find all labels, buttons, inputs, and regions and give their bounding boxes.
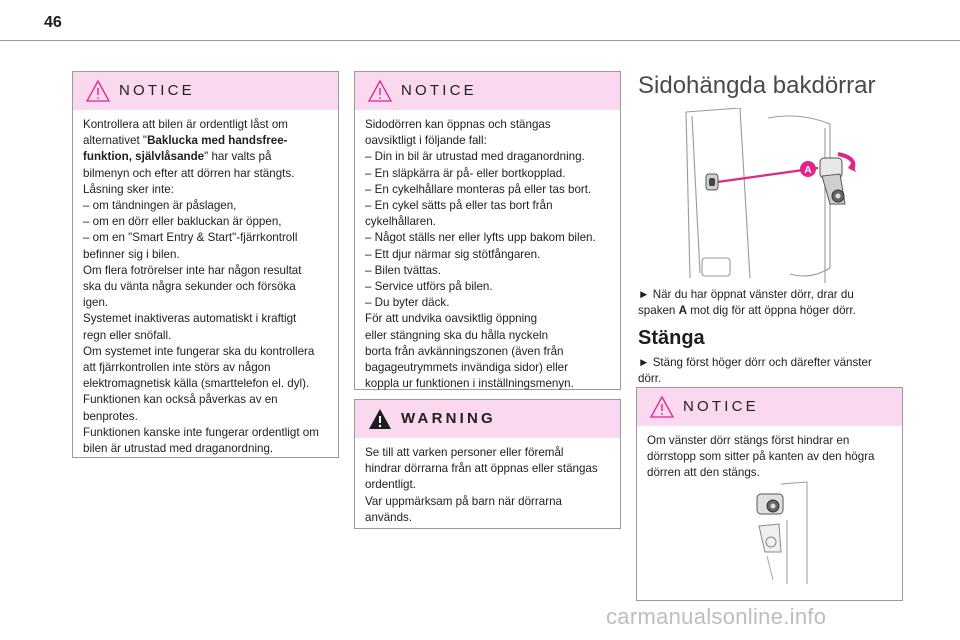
text-line: ska du vänta några sekunder och försöka: [83, 280, 296, 294]
label-a: A: [804, 165, 812, 176]
text-line: bilen är utrustad med draganordning.: [83, 442, 274, 456]
text-line: – om en dörr eller bakluckan är öppen,: [83, 215, 282, 229]
door-stop-illustration: [747, 480, 817, 588]
caution-triangle-icon: [367, 79, 393, 103]
warning-body: [355, 438, 620, 526]
text-line: borta från avkänningszonen (även från: [365, 344, 564, 358]
text-line: funktion, självlåsande" har valts på: [83, 150, 272, 164]
text-line: – Din in bil är utrustad med draganordning.: [365, 150, 585, 164]
text-line: ► När du har öppnat vänster dörr, drar du: [638, 288, 854, 301]
text-line: bagageutrymmets invändiga sidor) eller: [365, 361, 568, 375]
text-line: Sidodörren kan öppnas och stängas: [365, 118, 551, 131]
text-line: Om vänster dörr stängs först hindrar en: [647, 434, 850, 447]
text-line: dörr.: [638, 372, 662, 385]
instruction-close-doors: [638, 355, 872, 387]
text-line: – En cykelhållare monteras på eller tas bort.: [365, 182, 592, 196]
text-line: För att undvika oavsiktlig öppning: [365, 312, 538, 326]
text-line: – Bilen tvättas.: [365, 263, 442, 277]
notice-header: [73, 72, 338, 110]
caution-triangle-icon: [649, 395, 675, 419]
page-number: 46: [44, 14, 62, 31]
text-line: Om systemet inte fungerar ska du kontrollera: [83, 344, 315, 358]
caution-triangle-icon: [85, 79, 111, 103]
text-line: – Service utförs på bilen.: [365, 280, 493, 294]
door-handle-left-icon: [706, 174, 718, 190]
notice-box-handsfree: [72, 71, 339, 458]
warning-title: WARNING: [401, 410, 496, 427]
notice-header: [355, 72, 620, 110]
notice-title: NOTICE: [683, 398, 759, 415]
text-line: att fjärrkontrollen inte störs av någon: [83, 361, 271, 375]
text-line: igen.: [83, 296, 109, 310]
text-line: – om en "Smart Entry & Start"-fjärrkontroll: [83, 231, 298, 245]
text-line: alternativet "Baklucka med handsfree-: [83, 134, 288, 148]
text-line: – om tändningen är påslagen,: [83, 199, 237, 213]
warning-box: [354, 399, 621, 529]
text-line: – Du byter däck.: [365, 296, 450, 310]
text-line: Se till att varken personer eller föremål: [365, 446, 564, 459]
text-line: elektromagnetisk källa (smarttelefon el. dyl).: [83, 377, 310, 391]
notice-box-door-stop: [636, 387, 903, 601]
notice-header: [637, 388, 902, 426]
text-line: – Något ställs ner eller lyfts upp bakom bilen.: [365, 231, 596, 245]
text-line: Funktionen kan också påverkas av en: [83, 393, 278, 407]
text-line: benprotes.: [83, 409, 138, 423]
text-line: befinner sig i bilen.: [83, 247, 180, 261]
notice-body: [355, 110, 620, 392]
text-line: Om flera fotrörelser inte har någon resultat: [83, 263, 302, 277]
text-line: cykelhållaren.: [365, 215, 436, 229]
notice-title: NOTICE: [119, 82, 195, 99]
text-line: Var uppmärksam på barn när dörrarna: [365, 494, 562, 508]
rear-door-illustration: [680, 108, 870, 283]
text-line: oavsiktligt i följande fall:: [365, 134, 487, 148]
subheading-close: Stänga: [638, 327, 705, 349]
text-line: eller stängning ska du hålla nyckeln: [365, 328, 549, 342]
watermark: carmanualsonline.info: [606, 604, 827, 629]
text-line: dörren att den stängs.: [647, 466, 760, 480]
text-line: används.: [365, 510, 413, 524]
header-divider: [0, 40, 960, 41]
text-line: spaken A mot dig för att öppna höger dörr.: [638, 304, 856, 317]
text-line: – En släpkärra är på- eller bortkopplad.: [365, 166, 566, 180]
text-line: hindrar dörrarna från att öppnas eller stängas: [365, 462, 598, 476]
notice-title: NOTICE: [401, 82, 477, 99]
text-line: regn eller snöfall.: [83, 328, 172, 342]
text-line: bilmenyn och efter att dörren har stängts.: [83, 166, 295, 180]
text-line: Låsning sker inte:: [83, 182, 174, 196]
notice-body: [637, 426, 902, 482]
lever-a-icon: [820, 158, 845, 204]
text-line: ordentligt.: [365, 478, 416, 492]
text-line: – En cykel sätts på eller tas bort från: [365, 199, 553, 213]
text-line: dörrstopp som sitter på kanten av den högra: [647, 450, 875, 464]
text-line: ► Stäng först höger dörr och därefter vänster: [638, 356, 872, 369]
notice-body: [73, 110, 338, 457]
warning-header: [355, 400, 620, 438]
text-line: koppla ur funktionen i inställningsmenyn.: [365, 377, 574, 391]
warning-triangle-icon: [367, 407, 393, 431]
instruction-open-right-door: [638, 287, 856, 319]
text-line: Systemet inaktiveras automatiskt i kraftigt: [83, 312, 297, 326]
text-line: Funktionen kanske inte fungerar ordentligt om: [83, 425, 319, 439]
text-line: Kontrollera att bilen är ordentligt låst om: [83, 118, 288, 131]
section-heading: Sidohängda bakdörrar: [638, 72, 876, 99]
text-line: – Ett djur närmar sig stötfångaren.: [365, 247, 541, 261]
notice-box-side-door: [354, 71, 621, 390]
